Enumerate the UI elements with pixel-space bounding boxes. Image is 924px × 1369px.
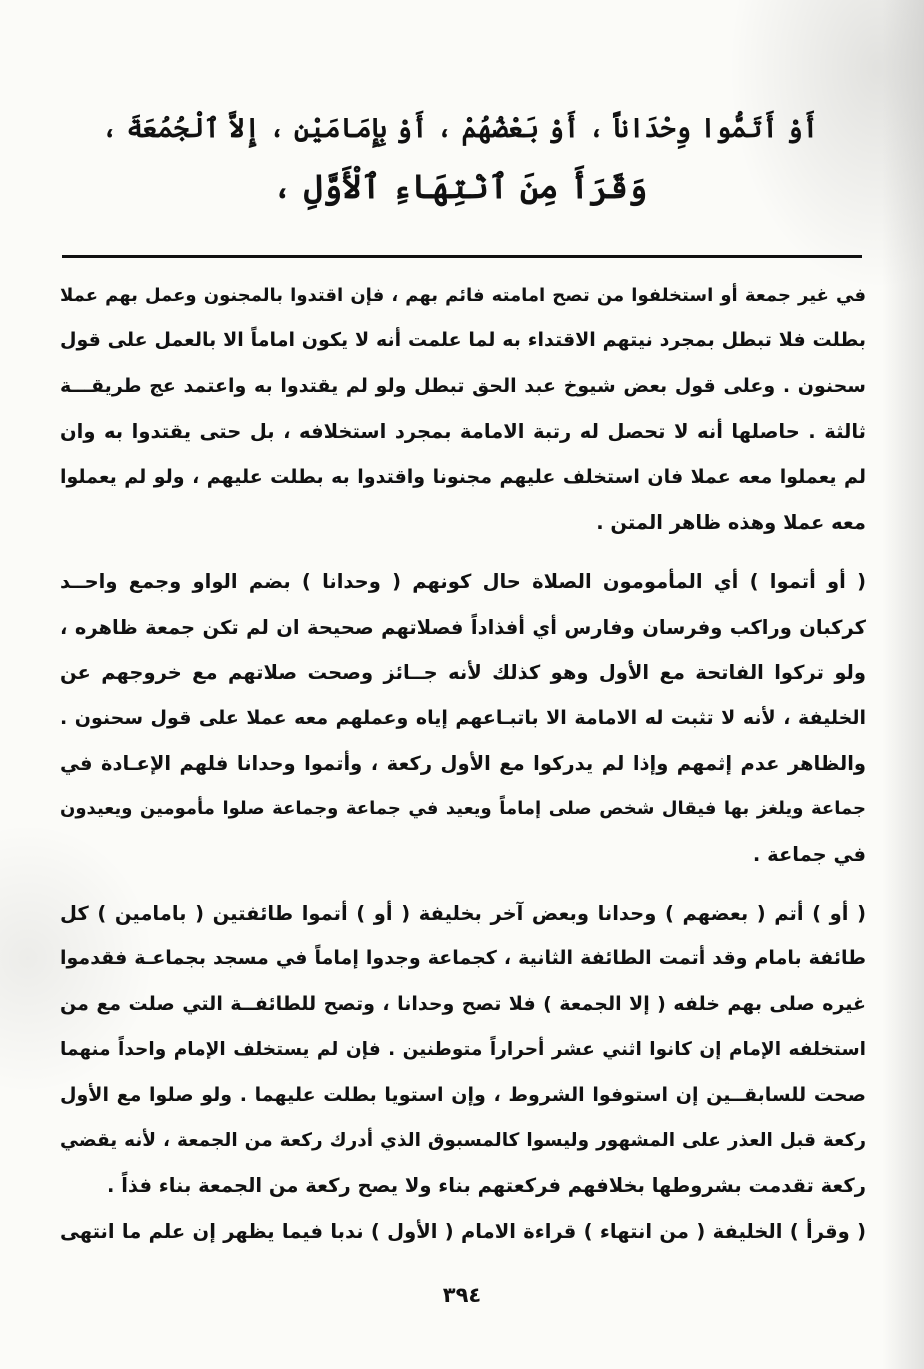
text-line: ركعة قبل العذر على المشهور وليسوا كالمسبوق الذي أدرك ركعة من الجمعة ، لأنه يقضي (60, 1130, 866, 1152)
text-line: ( أو أتموا ) أي المأمومون الصلاة حال كونهم ( وحدانا ) بضم الواو وجمع واحــد (60, 570, 866, 594)
paragraph (60, 891, 866, 1209)
matn-line: أَوْ أَتَمُّوا وِحْدَاناً ، أَوْ بَعْضُهُمْ ، أَوْ بِإِمَامَيْنِ ، إِلاَّ ٱلْجُمُعَةَ ، (101, 113, 819, 144)
text-line: ( وقرأ ) الخليفة ( من انتهاء ) قراءة الامام ( الأول ) ندبا فيما يظهر إن علم ما انتهى (60, 1219, 866, 1243)
text-line: كركبان وراكب وفرسان وفارس أي أفذاداً فصلاتهم صحيحة ان لم تكن جمعة ظاهره ، (60, 615, 866, 639)
text-line: جماعة ويلغز بها فيقال شخص صلى إماماً ويعيد في جماعة وجماعة صلوا مأمومين ويعيدون (60, 798, 866, 820)
text-line: غيره صلى بهم خلفه ( إلا الجمعة ) فلا تصح وحدانا ، وتصح للطائفــة التي صلت مع من (60, 992, 866, 1015)
matn-divider (62, 255, 862, 258)
matn-line: وَقَرَأَ مِنَ ٱنْتِهَاءِ ٱلْأَوَّلِ ، (272, 167, 648, 206)
matn-heading (100, 100, 820, 216)
text-line: لم يعملوا معه عملا فان استخلف عليهم مجنونا واقتدوا به بطلت عليهم ، ولو لم يعملوا (60, 465, 866, 488)
text-line: ثالثة . حاصلها أنه لا تحصل له رتبة الامامة بمجرد استخلافه ، بل حتى يقتدوا به وان (60, 420, 866, 444)
text-line: معه عملا وهذه ظاهر المتن . (596, 510, 866, 534)
text-line: بطلت فلا تبطل بمجرد نيتهم الاقتداء به لما علمت أنه لا يكون اماماً الا بالعمل على قول (60, 329, 866, 352)
text-line: في غير جمعة أو استخلفوا من تصح امامته فائم بهم ، فإن اقتدوا بالمجنون وعمل بهم عملا (60, 285, 866, 306)
page-number: ٣٩٤ (442, 1283, 482, 1307)
text-line: صحت للسابقــين إن استوفوا الشروط ، وإن استويا بطلت عليهما . ولو صلوا مع الأول (60, 1083, 866, 1106)
paragraph (60, 559, 866, 877)
paragraph (60, 273, 866, 545)
text-line: استخلفه الإمام إن كانوا اثني عشر أحراراً متوطنين . فإن لم يستخلف الإمام واحداً منهما (60, 1039, 866, 1061)
text-line: في جماعة . (752, 842, 866, 866)
text-line: ولو تركوا الفاتحة مع الأول وهو كذلك لأنه جــائز وصحت صلاتهم مع خروجهم عن (60, 661, 866, 685)
text-line: طائفة بامام وقد أتمت الطائفة الثانية ، كجماعة وجدوا إماماً في مسجد بجماعـة فقدموا (60, 947, 866, 970)
text-line: الخليفة ، لأنه لا تثبت له الامامة الا باتبـاعهم إياه وعملهم معه عملا على قول سحنون . (60, 706, 866, 729)
text-line: والظاهر عدم إثمهم وإذا لم يدركوا مع الأول ركعة ، وأتموا وحدانا فلهم الإعـادة في (60, 751, 866, 775)
commentary-body (60, 273, 866, 1254)
paragraph (60, 1209, 866, 1254)
text-line: سحنون . وعلى قول بعض شيوخ عبد الحق تبطل ولو لم يقتدوا به واعتمد عج طريقـــة (60, 374, 866, 397)
text-line: ركعة تقدمت بشروطها بخلافهم فركعتهم بناء ولا يصح ركعة من الجمعة بناء فذاً . (107, 1174, 866, 1198)
text-line: ( أو ) أتم ( بعضهم ) وحدانا وبعض آخر بخليفة ( أو ) أتموا طائفتين ( بامامين ) كل (60, 902, 866, 926)
page-edge-shadow (882, 0, 924, 1369)
